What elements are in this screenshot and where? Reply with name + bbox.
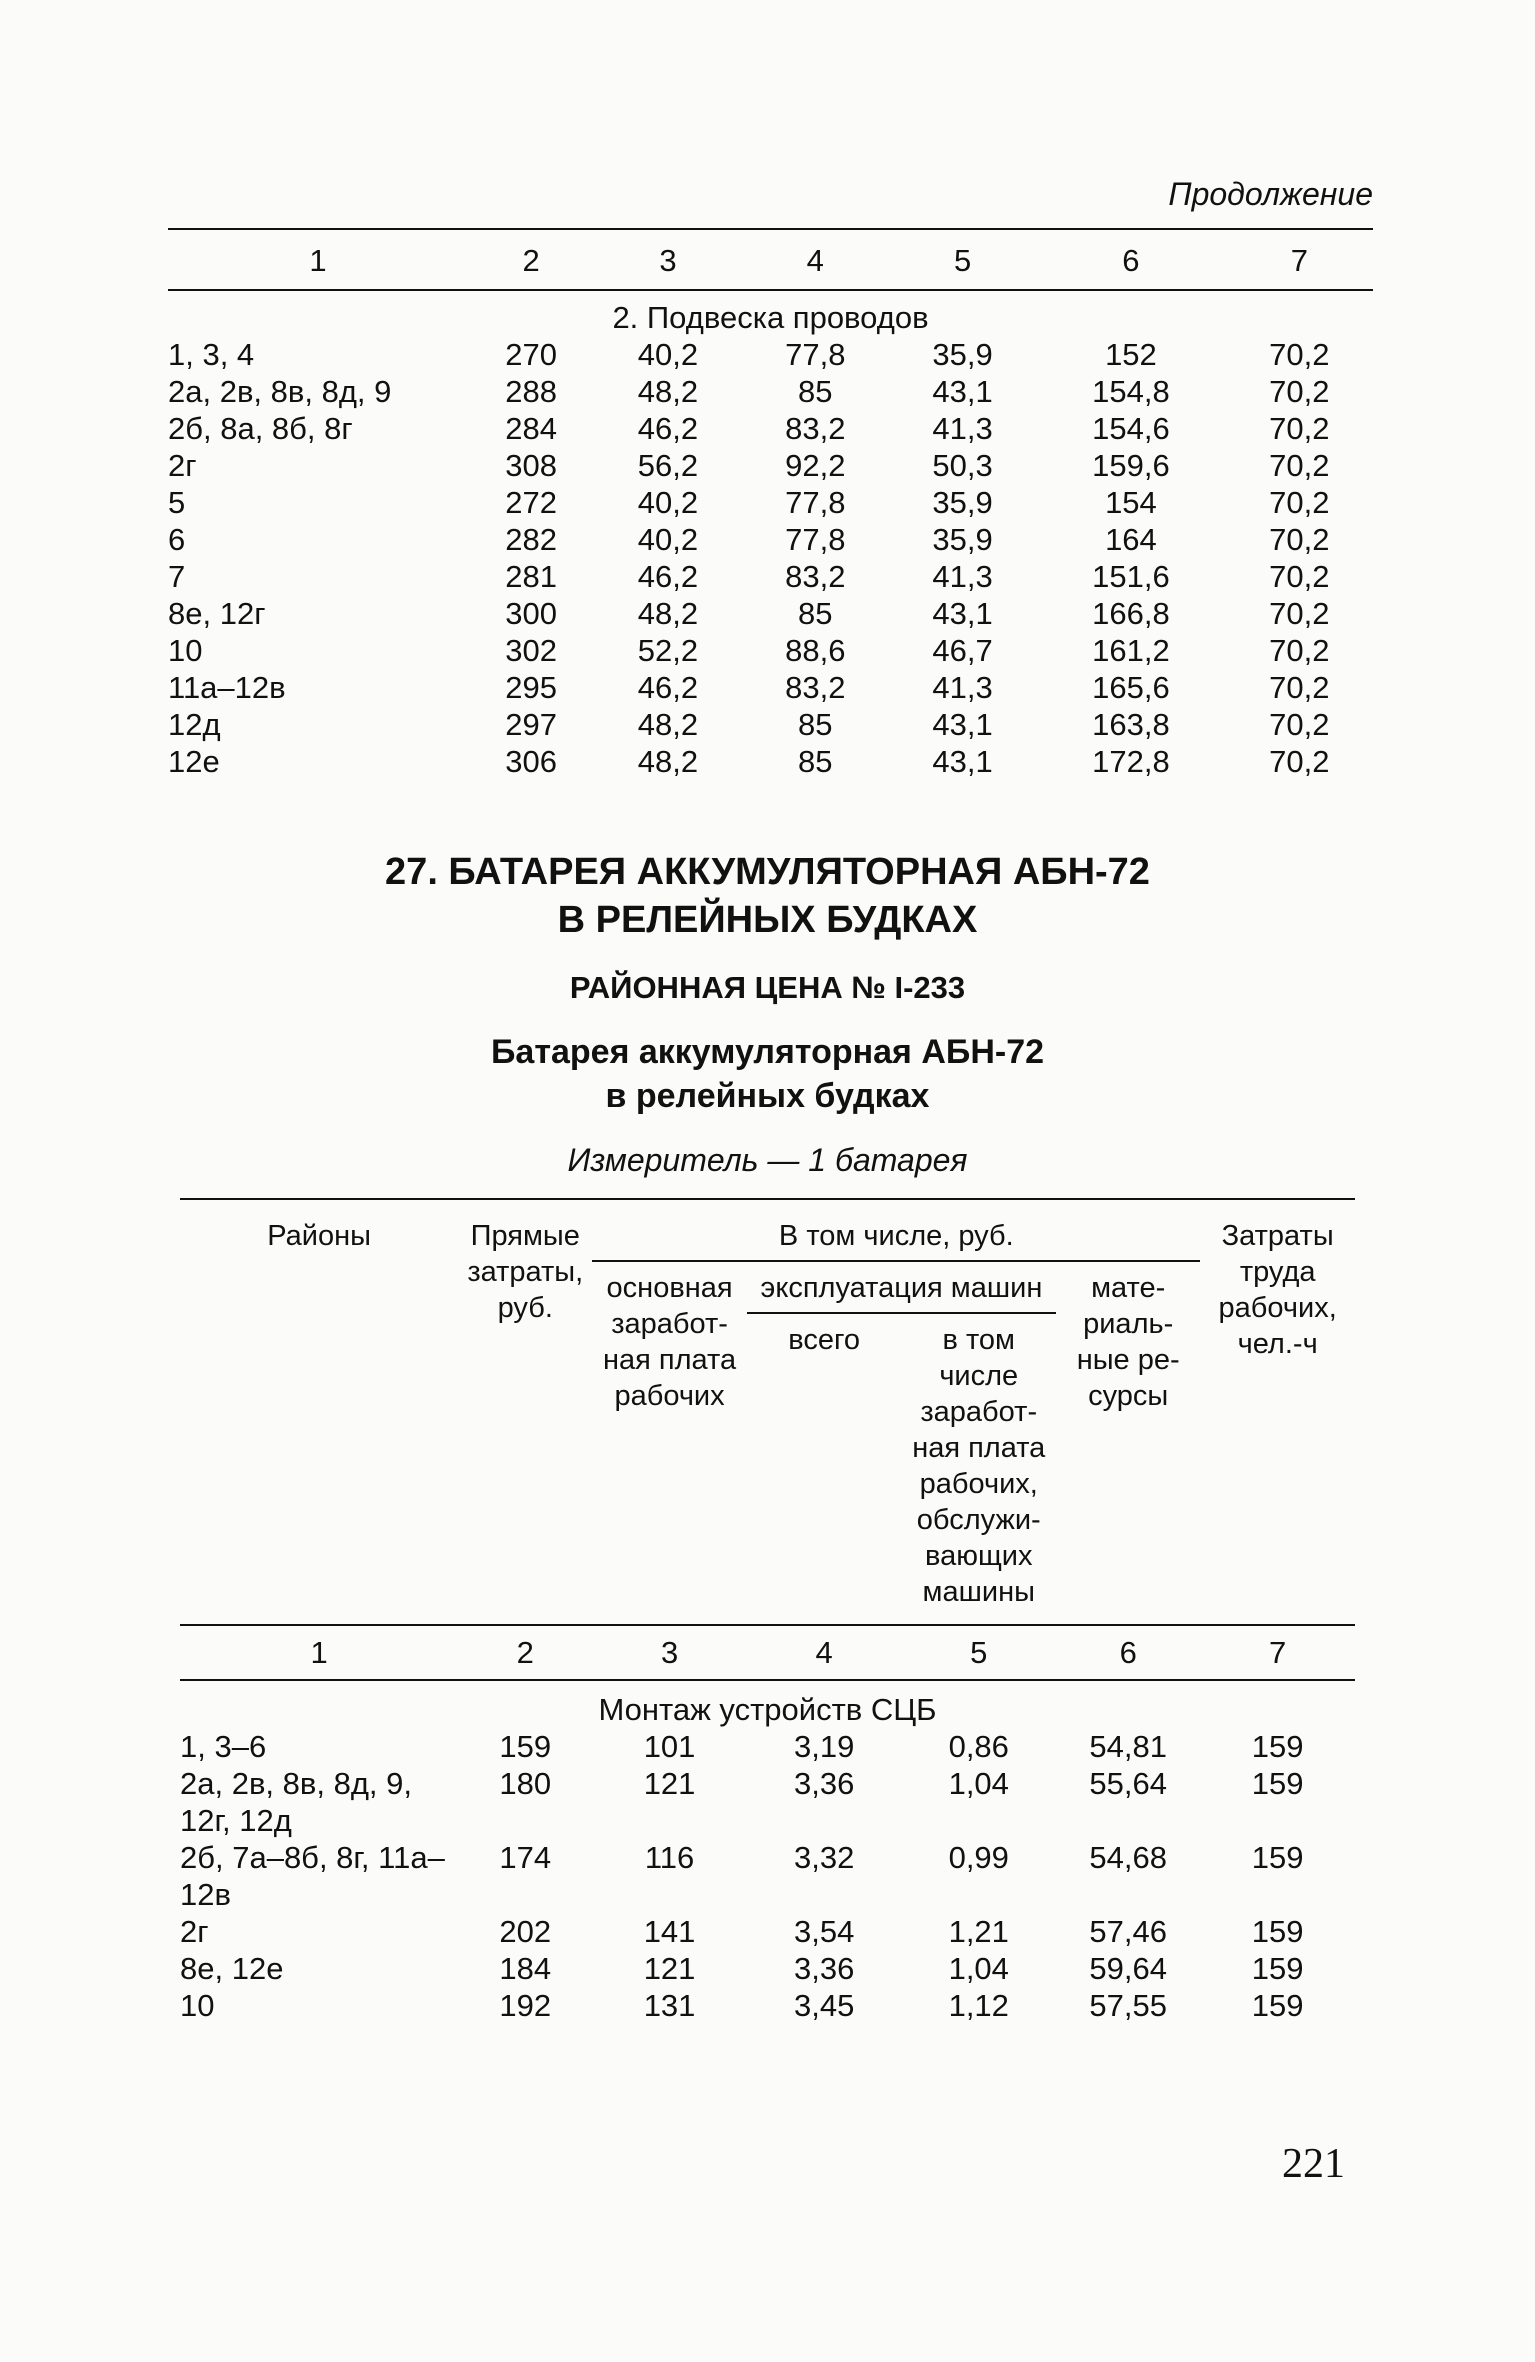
table-row	[168, 595, 1373, 632]
table-row	[168, 743, 1373, 780]
value-cell: 50,3	[932, 448, 993, 483]
value-cell: 70,2	[1269, 448, 1330, 483]
value-cell: 48,2	[637, 707, 699, 742]
value-cell: 159	[1251, 1951, 1304, 1986]
value-cell: 184	[499, 1951, 552, 1986]
column-index-row	[168, 229, 1373, 290]
value-cell: 35,9	[932, 522, 993, 557]
value-cell: 192	[499, 1988, 552, 2023]
column-index: 2	[458, 1625, 592, 1680]
value-cell: 85	[798, 707, 833, 742]
column-index: 5	[901, 1625, 1056, 1680]
value-cell: 70,2	[1269, 337, 1330, 372]
value-cell: 70,2	[1269, 596, 1330, 631]
subheading	[0, 1030, 1535, 1118]
value-cell: 202	[499, 1914, 552, 1949]
value-cell: 3,45	[793, 1988, 855, 2023]
section-heading-line1: 27. БАТАРЕЯ АККУМУЛЯТОРНАЯ АБН-72	[385, 851, 1150, 893]
value-cell: 70,2	[1269, 633, 1330, 668]
value-cell: 40,2	[637, 522, 699, 557]
value-cell: 40,2	[637, 337, 699, 372]
value-cell: 295	[505, 670, 558, 705]
value-cell: 92,2	[785, 448, 846, 483]
measure-unit: Измеритель — 1 батарея	[567, 1142, 968, 1178]
value-cell: 83,2	[785, 559, 846, 594]
section-heading-line2: В РЕЛЕЙНЫХ БУДКАХ	[557, 899, 978, 941]
value-cell: 297	[505, 707, 558, 742]
value-cell: 77,8	[785, 485, 846, 520]
value-cell: 152	[1105, 337, 1157, 372]
value-cell: 270	[505, 337, 558, 372]
value-cell: 159	[1251, 1840, 1304, 1875]
value-cell: 159	[1251, 1914, 1304, 1949]
column-index: 2	[468, 229, 594, 290]
value-cell: 70,2	[1269, 707, 1330, 742]
value-cell: 1,21	[948, 1914, 1009, 1949]
value-cell: 281	[505, 559, 558, 594]
value-cell: 55,64	[1089, 1766, 1167, 1801]
region-cell: 12е	[168, 744, 220, 779]
value-cell: 300	[505, 596, 558, 631]
value-cell: 131	[643, 1988, 696, 2023]
value-cell: 284	[505, 411, 558, 446]
subheading-line2: в релейных будках	[605, 1077, 930, 1115]
value-cell: 159	[1251, 1729, 1304, 1764]
region-cell: 11а–12в	[168, 670, 286, 705]
value-cell: 1,12	[948, 1988, 1009, 2023]
table-row	[180, 1950, 1355, 1987]
header-wage: основная заработ- ная плата рабочих	[603, 1272, 737, 1412]
table-row	[168, 373, 1373, 410]
value-cell: 57,55	[1089, 1988, 1167, 2023]
value-cell: 282	[505, 522, 558, 557]
value-cell: 151,6	[1092, 559, 1170, 594]
region-cell: 2а, 2в, 8в, 8д, 9	[168, 374, 392, 409]
value-cell: 166,8	[1092, 596, 1170, 631]
value-cell: 85	[798, 744, 833, 779]
value-cell: 174	[499, 1840, 552, 1875]
value-cell: 54,81	[1089, 1729, 1167, 1764]
value-cell: 3,36	[793, 1766, 855, 1801]
value-cell: 0,86	[948, 1729, 1009, 1764]
column-index: 7	[1226, 229, 1373, 290]
value-cell: 3,19	[793, 1729, 855, 1764]
region-cell: 7	[168, 559, 186, 594]
value-cell: 70,2	[1269, 559, 1330, 594]
value-cell: 35,9	[932, 337, 993, 372]
value-cell: 3,54	[793, 1914, 855, 1949]
table-row	[168, 632, 1373, 669]
price-heading: РАЙОННАЯ ЦЕНА № I-233	[569, 970, 966, 1005]
header-materials: мате- риаль- ные ре- сурсы	[1076, 1272, 1180, 1412]
column-index: 6	[1056, 1625, 1200, 1680]
value-cell: 54,68	[1089, 1840, 1167, 1875]
battery-table	[180, 1198, 1355, 2024]
header-incl: В том числе, руб.	[592, 1218, 1200, 1261]
region-cell: 10	[180, 1988, 215, 2023]
value-cell: 154	[1105, 485, 1157, 520]
section-heading	[0, 848, 1535, 944]
value-cell: 59,64	[1089, 1951, 1167, 1986]
value-cell: 121	[643, 1951, 696, 1986]
region-cell: 1, 3–6	[180, 1729, 267, 1764]
value-cell: 43,1	[932, 596, 993, 631]
value-cell: 46,2	[637, 559, 699, 594]
table-row	[180, 1987, 1355, 2024]
table-row	[168, 669, 1373, 706]
header-direct: Прямые затраты, руб.	[467, 1220, 584, 1324]
header-incl-wage: в том числе заработ- ная плата рабочих, обслужи- вающих машины	[912, 1324, 1046, 1608]
value-cell: 48,2	[637, 596, 699, 631]
column-index: 6	[1036, 229, 1225, 290]
value-cell: 83,2	[785, 411, 846, 446]
column-index: 5	[889, 229, 1036, 290]
region-cell: 2а, 2в, 8в, 8д, 9, 12г, 12д	[180, 1766, 412, 1838]
value-cell: 159	[1251, 1988, 1304, 2023]
value-cell: 70,2	[1269, 522, 1330, 557]
value-cell: 41,3	[932, 559, 993, 594]
continuation-label: Продолжение	[1168, 176, 1373, 212]
table-row	[180, 1728, 1355, 1765]
table-row	[168, 410, 1373, 447]
value-cell: 0,99	[948, 1840, 1009, 1875]
header-regions: Районы	[267, 1220, 371, 1252]
value-cell: 77,8	[785, 337, 846, 372]
value-cell: 306	[505, 744, 558, 779]
value-cell: 272	[505, 485, 558, 520]
region-cell: 12д	[168, 707, 221, 742]
value-cell: 35,9	[932, 485, 993, 520]
header-labor: Затраты труда рабочих, чел.-ч	[1218, 1220, 1337, 1360]
column-index: 7	[1200, 1625, 1355, 1680]
column-index: 3	[594, 229, 741, 290]
value-cell: 43,1	[932, 744, 993, 779]
value-cell: 77,8	[785, 522, 846, 557]
section-title: 2. Подвеска проводов	[612, 300, 929, 335]
table-row	[168, 484, 1373, 521]
page-number: 221	[1282, 2141, 1345, 2187]
value-cell: 3,36	[793, 1951, 855, 1986]
value-cell: 46,7	[932, 633, 993, 668]
value-cell: 70,2	[1269, 670, 1330, 705]
region-cell: 2г	[180, 1914, 209, 1949]
value-cell: 159	[499, 1729, 552, 1764]
value-cell: 154,8	[1092, 374, 1170, 409]
region-cell: 2г	[168, 448, 197, 483]
value-cell: 46,2	[637, 670, 699, 705]
value-cell: 1,04	[948, 1766, 1009, 1801]
value-cell: 70,2	[1269, 374, 1330, 409]
value-cell: 85	[798, 596, 833, 631]
table-row	[180, 1913, 1355, 1950]
value-cell: 85	[798, 374, 833, 409]
value-cell: 165,6	[1092, 670, 1170, 705]
value-cell: 308	[505, 448, 558, 483]
value-cell: 163,8	[1092, 707, 1170, 742]
value-cell: 70,2	[1269, 485, 1330, 520]
value-cell: 288	[505, 374, 558, 409]
value-cell: 3,32	[793, 1840, 855, 1875]
table-row	[180, 1839, 1355, 1913]
value-cell: 40,2	[637, 485, 699, 520]
table-row	[168, 447, 1373, 484]
section-row	[180, 1680, 1355, 1728]
value-cell: 46,2	[637, 411, 699, 446]
value-cell: 154,6	[1092, 411, 1170, 446]
table-row	[180, 1765, 1355, 1839]
section-title: Монтаж устройств СЦБ	[598, 1692, 937, 1727]
value-cell: 116	[644, 1840, 695, 1875]
subheading-line1: Батарея аккумуляторная АБН-72	[490, 1033, 1045, 1071]
value-cell: 88,6	[785, 633, 846, 668]
table-row	[168, 521, 1373, 558]
value-cell: 43,1	[932, 707, 993, 742]
column-index: 3	[592, 1625, 747, 1680]
column-index-row	[180, 1625, 1355, 1680]
region-cell: 10	[168, 633, 203, 668]
column-index: 4	[742, 229, 889, 290]
value-cell: 57,46	[1089, 1914, 1167, 1949]
value-cell: 56,2	[637, 448, 699, 483]
table-row	[168, 706, 1373, 743]
value-cell: 41,3	[932, 411, 993, 446]
header-machines: эксплуатация машин	[747, 1261, 1056, 1313]
region-cell: 1, 3, 4	[168, 337, 255, 372]
wiring-table	[168, 228, 1373, 780]
column-index: 4	[747, 1625, 902, 1680]
header-total: всего	[788, 1324, 861, 1356]
value-cell: 161,2	[1092, 633, 1170, 668]
value-cell: 180	[499, 1766, 552, 1801]
value-cell: 48,2	[637, 374, 699, 409]
value-cell: 48,2	[637, 744, 699, 779]
region-cell: 6	[168, 522, 186, 557]
value-cell: 41,3	[932, 670, 993, 705]
value-cell: 159	[1251, 1766, 1304, 1801]
table-row	[168, 558, 1373, 595]
region-cell: 2б, 7а–8б, 8г, 11а–12в	[180, 1840, 445, 1912]
value-cell: 302	[505, 633, 558, 668]
region-cell: 5	[168, 485, 186, 520]
value-cell: 52,2	[637, 633, 699, 668]
column-index: 1	[180, 1625, 458, 1680]
section-row	[168, 290, 1373, 336]
value-cell: 83,2	[785, 670, 846, 705]
value-cell: 1,04	[948, 1951, 1009, 1986]
region-cell: 2б, 8а, 8б, 8г	[168, 411, 353, 446]
value-cell: 172,8	[1092, 744, 1170, 779]
region-cell: 8е, 12г	[168, 596, 266, 631]
value-cell: 164	[1105, 522, 1157, 557]
column-index: 1	[168, 229, 468, 290]
value-cell: 101	[643, 1729, 696, 1764]
value-cell: 121	[643, 1766, 696, 1801]
value-cell: 141	[643, 1914, 696, 1949]
value-cell: 70,2	[1269, 744, 1330, 779]
value-cell: 70,2	[1269, 411, 1330, 446]
table-row	[168, 336, 1373, 373]
value-cell: 43,1	[932, 374, 993, 409]
region-cell: 8е, 12е	[180, 1951, 284, 1986]
value-cell: 159,6	[1092, 448, 1170, 483]
